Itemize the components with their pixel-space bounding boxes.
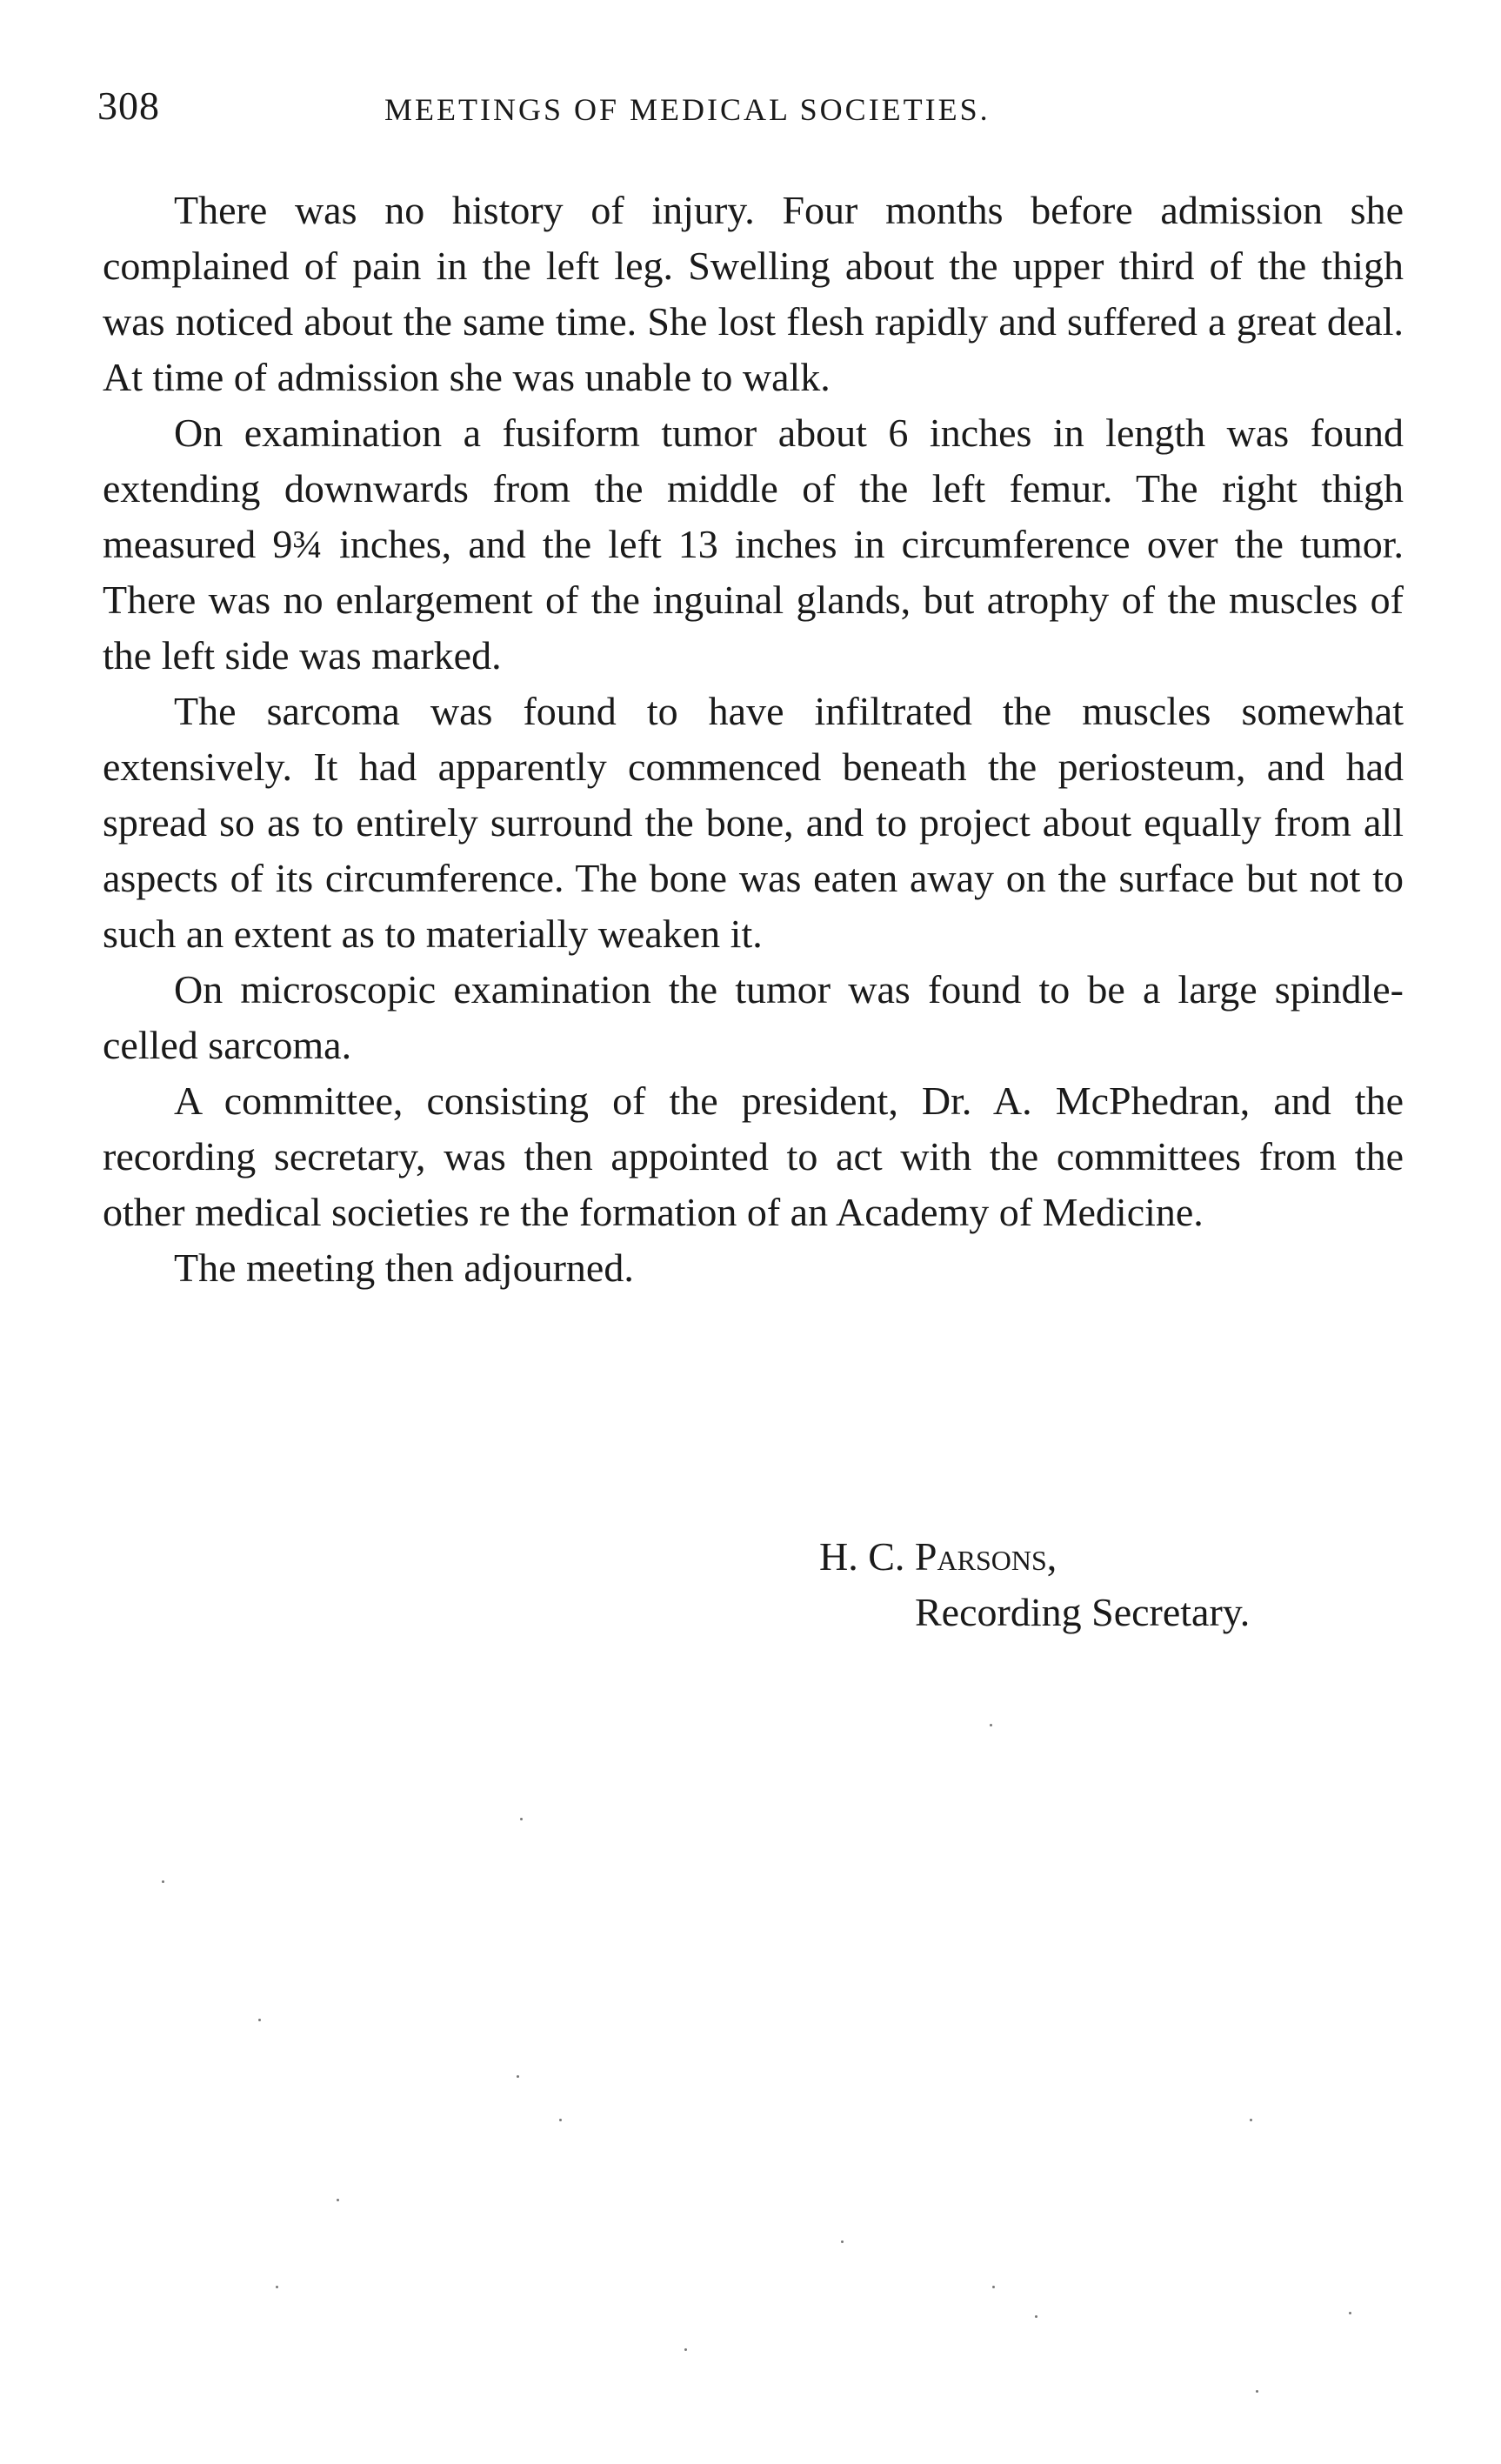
print-speck: [258, 2019, 261, 2021]
signature-initials: H. C.: [819, 1534, 905, 1579]
paragraph-adjourned: The meeting then adjourned.: [174, 1245, 634, 1290]
print-speck: [1250, 2119, 1252, 2121]
print-speck: [520, 1818, 523, 1820]
print-speck: [559, 2119, 562, 2121]
print-speck: [276, 2286, 278, 2288]
signature-name: [819, 1529, 1250, 1585]
print-speck: [841, 2240, 844, 2243]
running-title: MEETINGS OF MEDICAL SOCIETIES.: [384, 92, 991, 127]
paragraph-examination: On examination a fusiform tumor about 6 inches in length was found extending downwards from the middle of the left femur. The right thigh measured 9¾ inches, and the left 13 inches in circumference over the tumor. There was no enlargement of the inguinal glands, but atrophy of the muscles of the left side was marked.: [103, 411, 1404, 678]
paragraph-history: There was no history of injury. Four months before admission she complained of pain in the left leg. Swelling about the upper third of the thigh was noticed about the same time. She lost flesh rapidly and suffered a great deal. At time of admission she was unable to walk.: [103, 188, 1404, 399]
print-speck: [1256, 2390, 1258, 2393]
signature-block: [819, 1529, 1250, 1640]
paragraph-microscopic: On microscopic examination the tumor was found to be a large spindle-celled sarcoma.: [103, 967, 1404, 1067]
print-speck: [1035, 2315, 1037, 2318]
running-head: [97, 83, 1402, 144]
print-speck: [684, 2348, 687, 2351]
print-speck: [337, 2199, 339, 2201]
paragraph-sarcoma: The sarcoma was found to have infiltrated the muscles somewhat extensively. It had apparently commenced beneath the periosteum, and had spread so as to entirely surround the bone, and to project about equally from all aspects of its circumference. The bone was eaten away on the surface but not to such an extent as to materially weaken it.: [103, 689, 1404, 956]
body-text: [103, 183, 1404, 1296]
print-speck: [992, 2286, 995, 2288]
paragraph-committee: A committee, consisting of the president, Dr. A. McPhedran, and the recording secretary, was then appointed to act with the committees from the other medical societies re the formation of an Academy of Medicine.: [103, 1078, 1404, 1234]
signature-surname: Parsons,: [914, 1534, 1057, 1579]
print-speck: [990, 1724, 992, 1726]
print-speck: [517, 2075, 519, 2078]
print-speck: [162, 1880, 164, 1883]
print-speck: [1349, 2312, 1351, 2314]
page-number: 308: [97, 83, 160, 128]
signature-role: Recording Secretary.: [915, 1590, 1251, 1634]
